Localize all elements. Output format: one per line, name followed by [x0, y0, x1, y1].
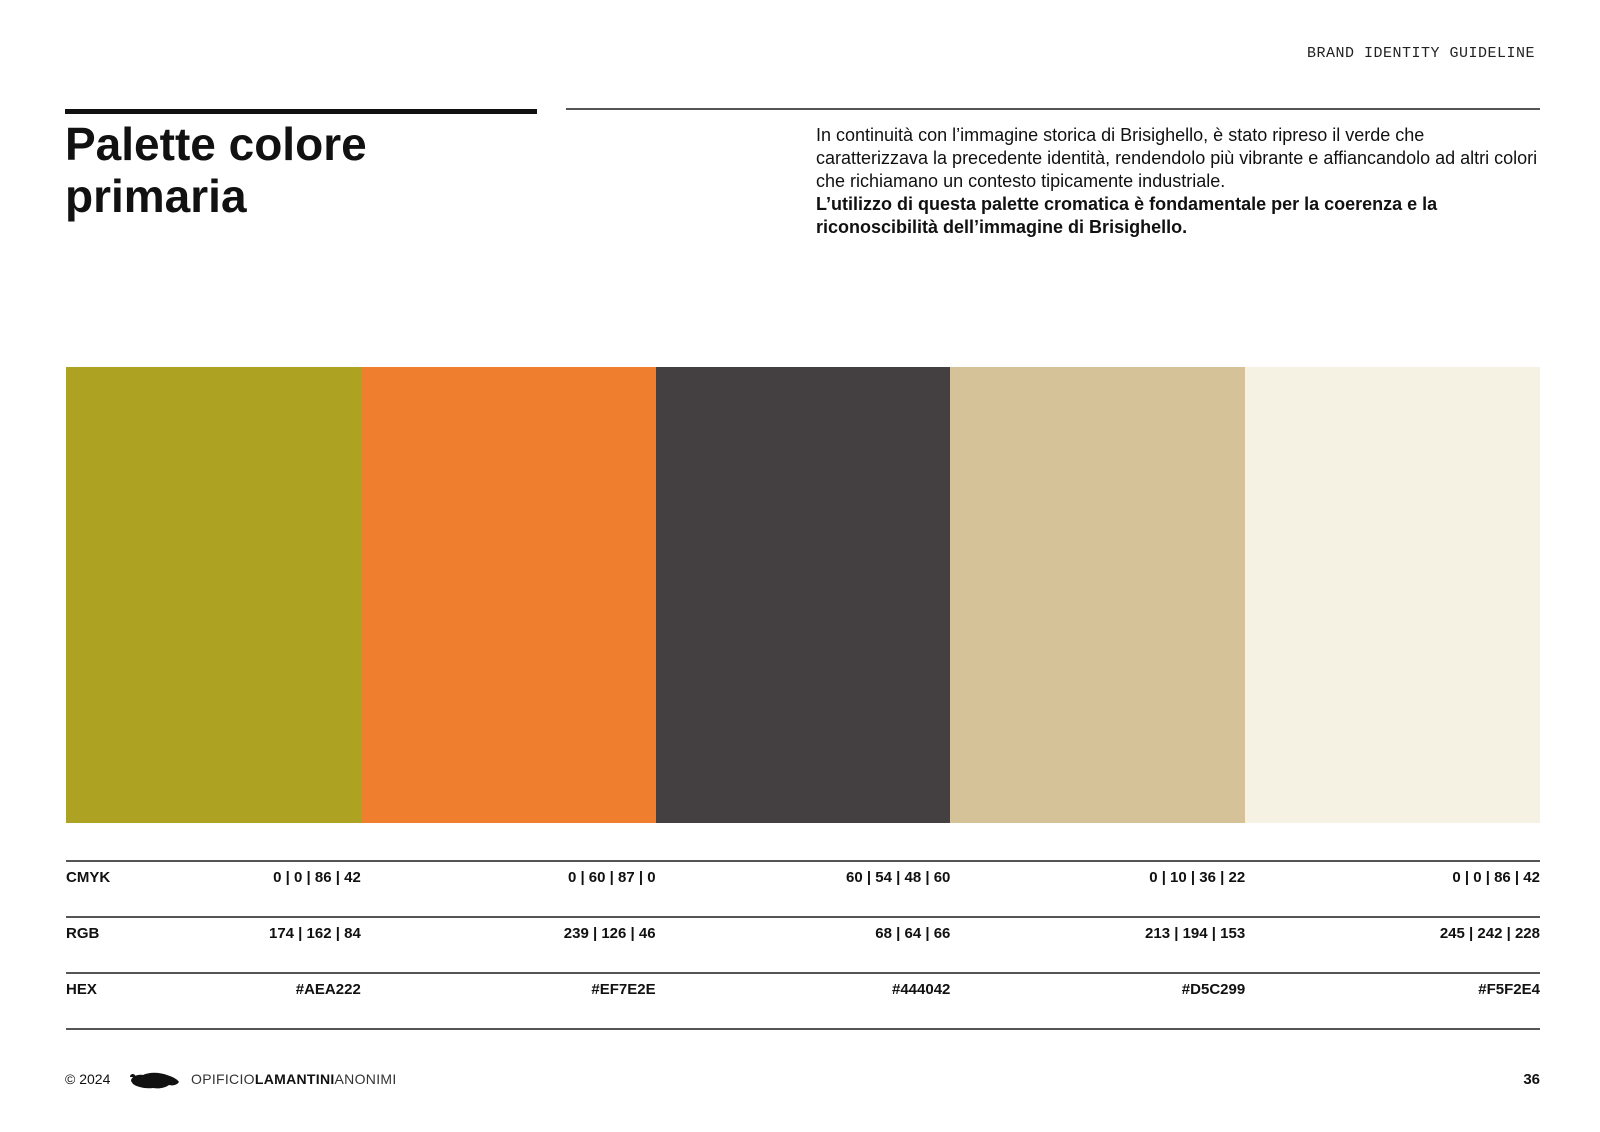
spec-row-cmyk	[66, 860, 1540, 916]
swatch-orange	[361, 367, 656, 823]
spec-value: 239 | 126 | 46	[563, 925, 656, 942]
brand-wordmark	[191, 1071, 397, 1087]
intro-emphasis: L’utilizzo di questa palette cromatica è fondamentale per la coerenza e la riconoscibilità dell’immagine di Brisighello.	[816, 194, 1438, 237]
spec-value: 213 | 194 | 153	[1145, 925, 1246, 942]
spec-row-rgb	[66, 916, 1540, 972]
page-title	[65, 118, 525, 222]
page-number: 36	[1523, 1071, 1540, 1088]
page-title-line-2: primaria	[65, 170, 247, 222]
spec-label-hex: HEX	[66, 981, 97, 998]
spec-value: 245 | 242 | 228	[1439, 925, 1540, 942]
spec-value: #EF7E2E	[591, 981, 656, 998]
copyright: © 2024	[65, 1071, 111, 1087]
spec-value: #444042	[891, 981, 951, 998]
page-title-line-1: Palette colore	[65, 118, 367, 170]
manatee-logo-icon	[129, 1068, 181, 1090]
spec-value: 0 | 0 | 86 | 42	[1452, 869, 1540, 886]
spec-value: #F5F2E4	[1478, 981, 1540, 998]
spec-label-rgb: RGB	[66, 925, 100, 942]
header-divider	[566, 108, 1540, 110]
color-palette	[66, 367, 1540, 823]
spec-value: 0 | 0 | 86 | 42	[273, 869, 361, 886]
brand-word-2: LAMANTINI	[254, 1071, 335, 1087]
swatch-green	[66, 367, 361, 823]
brand-word-1: OPIFICIO	[191, 1071, 255, 1087]
spec-row-hex	[66, 972, 1540, 1030]
swatch-dark-gray	[656, 367, 951, 823]
brand-word-3: ANONIMI	[334, 1071, 397, 1087]
swatch-cream	[1245, 367, 1540, 823]
spec-value: #D5C299	[1181, 981, 1246, 998]
title-rule	[65, 109, 537, 114]
spec-label-cmyk: CMYK	[66, 869, 111, 886]
spec-value: 0 | 10 | 36 | 22	[1149, 869, 1246, 886]
color-specs-table	[66, 860, 1540, 1030]
spec-value: 174 | 162 | 84	[268, 925, 361, 942]
swatch-beige	[950, 367, 1245, 823]
page-footer	[65, 1068, 1540, 1092]
intro-paragraph	[816, 124, 1540, 239]
intro-text: In continuità con l’immagine storica di Brisighello, è stato ripreso il verde che caratterizzava la precedente identità, rendendolo più vibrante e affiancandolo ad altri colori che richiamano un contesto tipicamente industriale.	[816, 125, 1538, 191]
spec-value: 68 | 64 | 66	[875, 925, 951, 942]
spec-value: #AEA222	[295, 981, 361, 998]
spec-value: 60 | 54 | 48 | 60	[846, 869, 951, 886]
spec-value: 0 | 60 | 87 | 0	[567, 869, 656, 886]
document-header-label: BRAND IDENTITY GUIDELINE	[1306, 45, 1535, 62]
